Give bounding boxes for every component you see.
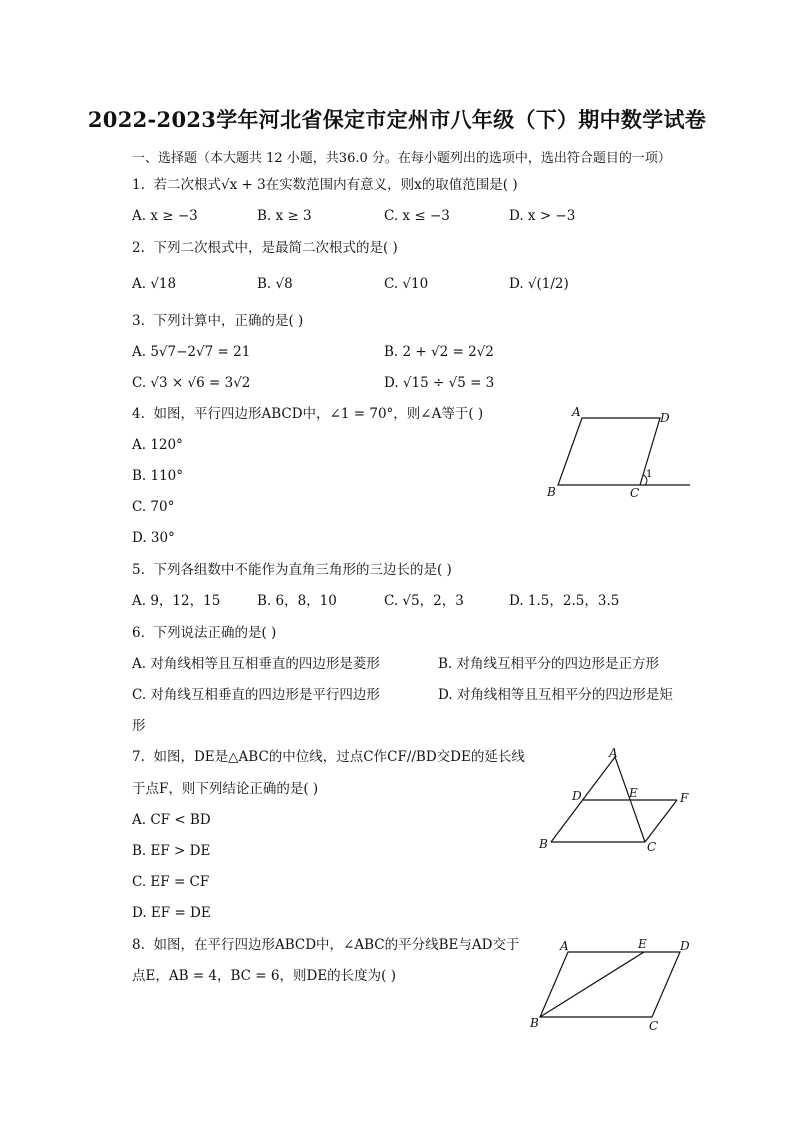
option-a[interactable]: A. √18 [132,276,177,292]
label-a: A [560,939,569,953]
figure-q8-parallelogram [528,935,703,1039]
label-angle-1: 1 [646,469,653,480]
option-d[interactable]: D. 30° [132,530,175,546]
option-a[interactable]: A. 5√7−2√7 = 21 [132,344,251,360]
label-e: E [629,786,638,800]
label-c: C [630,486,640,500]
option-b[interactable]: B. x ≥ 3 [257,208,312,224]
question-number: 1. [132,177,145,193]
option-c[interactable]: C. x ≤ −3 [384,208,450,224]
option-d[interactable]: D. √15 ÷ √5 = 3 [384,375,495,391]
question-stem: 下列各组数中不能作为直角三角形的三边长的是( ) [153,562,452,578]
option-b[interactable]: B. 2 + √2 = 2√2 [384,344,494,360]
figure-q4-parallelogram [540,405,700,509]
option-d[interactable]: D. 对角线相等且互相平分的四边形是矩 [438,687,673,703]
figure-q7-triangle [535,745,705,859]
question-1 [132,176,518,194]
option-a[interactable]: A. 对角线相等且互相垂直的四边形是菱形 [132,656,380,672]
page-title: 2022-2023学年河北省保定市定州市八年级（下）期中数学试卷 [87,107,707,132]
label-a: A [609,746,618,760]
label-e: E [638,937,647,951]
label-d: D [660,411,670,425]
question-number: 4. [132,406,145,422]
option-d[interactable]: D. 1.5，2.5，3.5 [509,593,620,609]
label-b: B [539,837,548,851]
question-7 [132,748,525,766]
question-2 [132,239,398,257]
option-b[interactable]: B. 6，8，10 [257,593,337,609]
question-stem: 下列二次根式中，是最简二次根式的是( ) [153,240,398,256]
option-d-wrap: 形 [132,718,146,734]
question-stem: 如图，在平行四边形ABCD中，∠ABC的平分线BE与AD交于 [153,937,520,953]
question-6 [132,624,276,642]
question-stem-continued: 于点F，则下列结论正确的是( ) [132,781,319,797]
question-number: 8. [132,937,145,953]
question-stem: 如图，平行四边形ABCD中，∠1 = 70°，则∠A等于( ) [153,406,484,422]
question-number: 6. [132,625,145,641]
question-number: 2. [132,240,145,256]
question-8 [132,936,519,954]
option-c[interactable]: C. √10 [384,276,429,292]
question-4 [132,405,483,423]
section-header: 一、选择题（本大题共 12 小题，共36.0 分。在每小题列出的选项中，选出符合题目的一项） [132,151,671,166]
question-number: 7. [132,749,145,765]
option-b[interactable]: B. 110° [132,468,184,484]
option-c[interactable]: C. EF = CF [132,874,210,890]
parallelogram-abcd [540,952,680,1017]
option-a[interactable]: A. CF < BD [132,812,211,828]
option-a[interactable]: A. 9，12，15 [132,593,221,609]
question-stem: 下列说法正确的是( ) [153,625,277,641]
parallelogram-abcd [558,418,660,485]
option-c[interactable]: C. √5，2，3 [384,593,464,609]
label-c: C [647,840,657,854]
question-stem: 若二次根式√x + 3在实数范围内有意义，则x的取值范围是( ) [153,177,518,193]
option-b[interactable]: B. √8 [257,276,293,292]
option-a[interactable]: A. x ≥ −3 [132,208,198,224]
question-number: 3. [132,313,145,329]
option-a[interactable]: A. 120° [132,437,183,453]
option-b[interactable]: B. 对角线互相平分的四边形是正方形 [438,656,660,672]
bisector-be [540,952,644,1017]
option-c[interactable]: C. 70° [132,499,175,515]
question-stem: 下列计算中，正确的是( ) [153,313,304,329]
option-d[interactable]: D. x > −3 [509,208,576,224]
option-d[interactable]: D. √(1/2) [509,276,569,292]
label-f: F [680,791,689,805]
label-d: D [572,789,582,803]
question-3 [132,312,303,330]
label-b: B [530,1016,539,1030]
question-5 [132,561,452,579]
option-b[interactable]: B. EF > DE [132,843,211,859]
label-c: C [649,1019,659,1033]
label-a: A [572,405,581,419]
label-b: B [547,485,556,499]
option-c[interactable]: C. 对角线互相垂直的四边形是平行四边形 [132,687,380,703]
question-number: 5. [132,562,145,578]
option-c[interactable]: C. √3 × √6 = 3√2 [132,375,251,391]
question-stem: 如图，DE是△ABC的中位线，过点C作CF//BD交DE的延长线 [153,749,525,765]
segment-cf [645,800,677,842]
question-stem-continued: 点E，AB = 4，BC = 6，则DE的长度为( ) [132,968,396,984]
label-d: D [680,939,690,953]
option-d[interactable]: D. EF = DE [132,905,211,921]
